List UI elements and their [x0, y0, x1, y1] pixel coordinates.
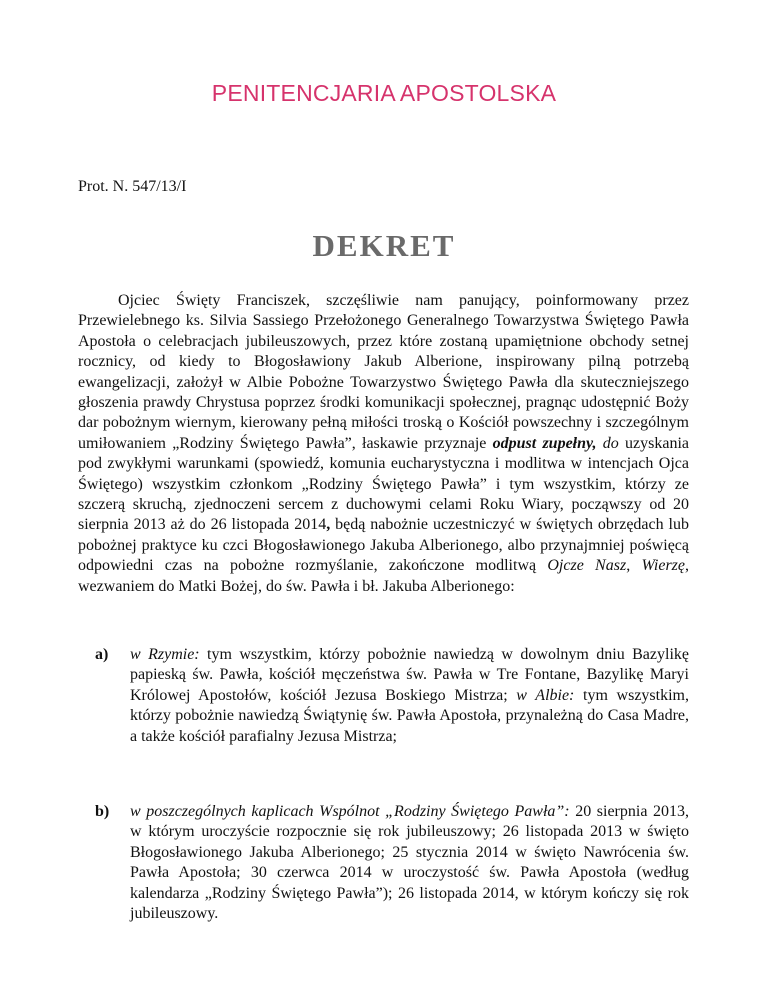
- location-rome: w Rzymie:: [130, 646, 200, 663]
- item-a-text-2: tym wszystkim, którzy pobożnie nawiedzą Świątynię św. Pawła Apostoła, przynależną do Casa Madre, a także kościół parafialny Jezusa Mistrza;: [130, 686, 689, 745]
- intro-text-1: Ojciec Święty Franciszek, szczęśliwie nam panujący, poinformowany przez Przewielebnego ks. Silvia Sassiego Przełożonego Generalnego Towarzystwa Świętego Pawła Apostoła o celebracjach jubileuszowych, przez które zostaną upamiętnione obchody setnej rocznicy, od kiedy to Błogosławiony Jakub Alberione, inspirowany pilną potrzebą ewangelizacji, założył w Albie Pobożne Towarzystwo Świętego Pawła dla skuteczniejszego głoszenia prawdy Chrystusa poprzez środki komunikacji społecznej, pragnąc udostępnić Boży dar pobożnym wiernym, kierowany pełną miłości troską o Kościół powszechny i szczególnym umiłowaniem „Rodziny Świętego Pawła”, łaskawie przyznaje: [78, 292, 689, 452]
- intro-text-3: będą nabożnie uczestniczyć w świętych obrzędach lub pobożnej praktyce ku czci Błogosławionego Jakuba Alberionego, albo przynajmniej poświęcą odpowiedni czas na pobożne rozmyślanie, zakończone modlitwą: [78, 516, 689, 575]
- location-community-chapels: w poszczególnych kaplicach Wspólnot „Rodziny Świętego Pawła”:: [130, 803, 570, 820]
- intro-bold-comma: ,: [326, 516, 331, 534]
- item-b-text-1: 20 sierpnia 2013, w którym uroczyście rozpocznie się rok jubileuszowy; 26 listopada 2013 w święto Błogosławionego Jakuba Alberionego; 25 stycznia 2014 w święto Nawrócenia św. Pawła Apostoła; 30 czerwca 2014 w uroczystość św. Pawła Apostoła (według kalendarza „Rodziny Świętego Pawła”); 26 listopada 2014, w którym kończy się rok jubileuszowy.: [130, 803, 689, 923]
- list-item-b: [95, 802, 689, 924]
- prayer-our-father: Ojcze Nasz: [547, 557, 627, 575]
- list-item-content: [130, 645, 689, 747]
- list-item-a: [95, 645, 689, 747]
- item-a-text-1: tym wszystkim, którzy pobożnie nawiedzą w dowolnym dniu Bazylikę papieską św. Pawła, kościół męczeństwa św. Pawła w Tre Fontane, Bazylikę Maryi Królowej Apostołów, kościół Jezusa Boskiego Mistrza;: [130, 646, 689, 704]
- decree-intro-paragraph: [78, 291, 689, 597]
- prayer-creed: Wierzę: [641, 557, 685, 575]
- prayer-separator: ,: [626, 557, 642, 575]
- institution-header: PENITENCJARIA APOSTOLSKA: [211, 80, 557, 106]
- location-alba: w Albie:: [516, 686, 575, 704]
- intro-text-4: , wezwaniem do Matki Bożej, do św. Pawła i bł. Jakuba Alberionego:: [78, 557, 689, 595]
- protocol-number: Prot. N. 547/13/I: [78, 178, 187, 195]
- list-item-content: [130, 802, 689, 924]
- list-marker: b): [95, 803, 110, 820]
- document-title: DEKRET: [312, 228, 456, 263]
- list-marker: a): [95, 646, 109, 663]
- intro-text-2: uzyskania pod zwykłymi warunkami (spowiedź, komunia eucharystyczna i modlitwa w intencjach Ojca Świętego) wszystkim członkom „Rodziny Świętego Pawła” i tym wszystkim, którzy ze szczerą skruchą, zjednoczeni sercem z duchowymi celami Roku Wiary, począwszy od 20 sierpnia 2013 aż do 26 listopada 2014: [78, 434, 689, 534]
- intro-do-word: do: [596, 434, 619, 452]
- indulgence-phrase: odpust zupełny,: [492, 434, 597, 452]
